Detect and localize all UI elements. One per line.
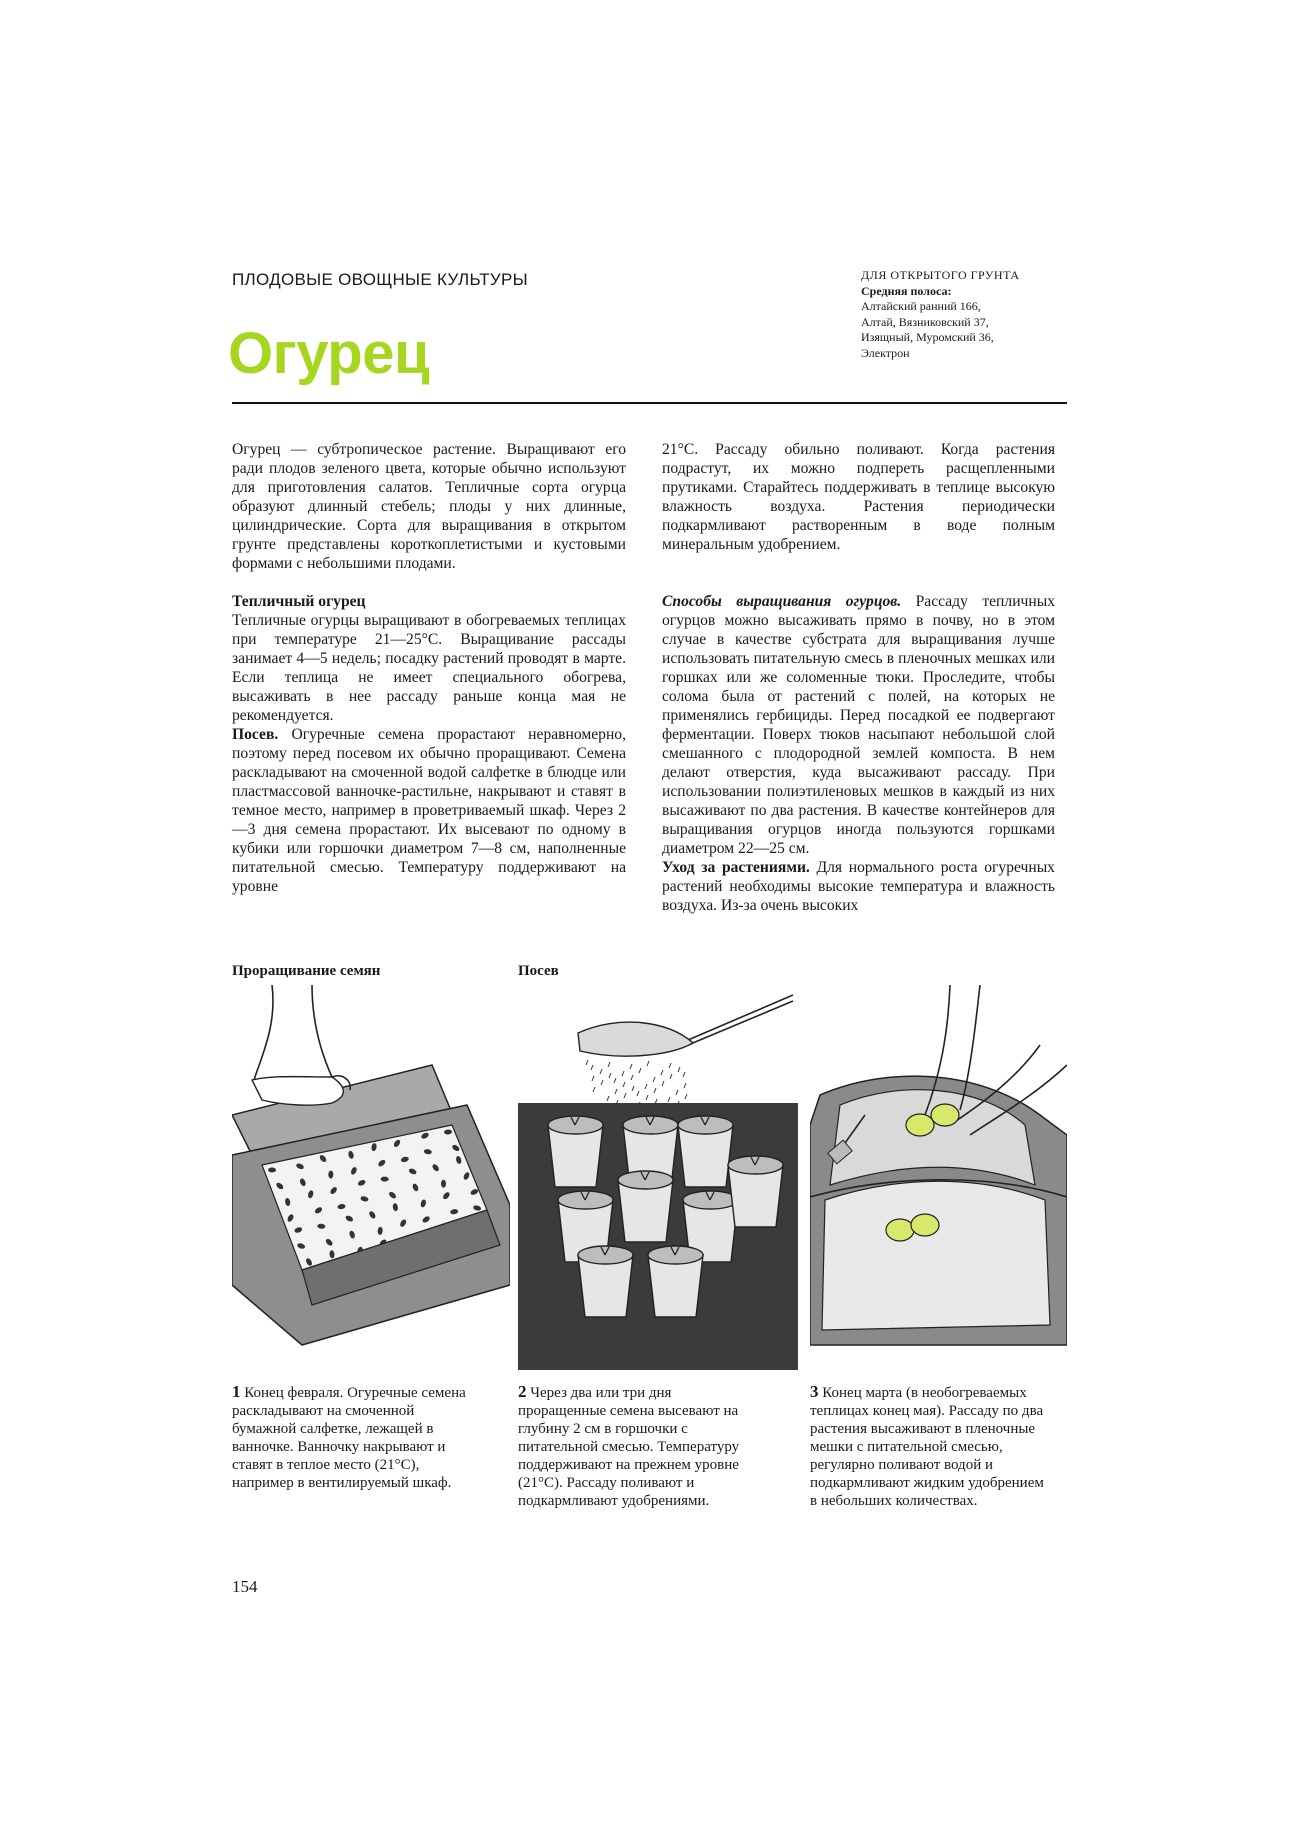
caption-number: 2 (518, 1382, 527, 1401)
caption-3 (810, 1383, 1045, 1510)
page-number: 154 (232, 1577, 258, 1596)
section-heading: ПЛОДОВЫЕ ОВОЩНЫЕ КУЛЬТУРЫ (232, 270, 528, 289)
care-label: Уход за растениями. (662, 859, 810, 876)
varieties-box (861, 268, 1061, 361)
continued-paragraph: 21°С. Рассаду обильно поливают. Когда растения подрастут, их можно подпереть расщепленными прутиками. Старайтесь поддерживать в теплице высокую влажность воздуха. Растения периодически подкармливают растворенным в воде полным минеральным удобрением. (662, 441, 1055, 553)
text-column-1 (232, 440, 626, 896)
leaf (886, 1219, 914, 1241)
sowing-label: Посев. (232, 726, 279, 743)
intro-paragraph: Огурец — субтропическое растение. Выращивают его ради плодов зеленого цвета, которые обычно используют для приготовления салатов. Тепличные сорта огурца образуют длинный стебель; плоды у них длинные, цилиндрические. Сорта для выращивания в открытом грунте представлены короткоплетистыми и кустовыми формами с небольшими плодами. (232, 441, 626, 572)
caption-number: 1 (232, 1382, 241, 1401)
caption-text: Конец марта (в необогреваемых теплицах конец мая). Рассаду по два растения высаживают в пленочные мешки с питательной смесью, регулярно поливают водой и подкармливают жидким удобрением в небольших количествах. (810, 1385, 1044, 1509)
figure-heading-2: Посев (518, 963, 559, 979)
text-column-2 (662, 440, 1055, 915)
seed (328, 1171, 333, 1179)
caption-text: Через два или три дня проращенные семена высевают на глубину 2 см в горшочки с питательной смесью. Температуру поддерживают на прежнем уровне (21°С). Рассаду поливают и подкармливают удобрениями. (518, 1385, 740, 1509)
caption-number: 3 (810, 1382, 819, 1401)
varieties-subheading: Средняя полоса: (861, 283, 952, 298)
care-paragraph (662, 858, 1055, 915)
sowing-paragraph (232, 725, 626, 896)
variety-line: Алтай, Вязниковский 37, (861, 314, 989, 329)
caption-text: Конец февраля. Огуречные семена раскладывают на смоченной бумажной салфетке, лежащей в ванночке. Ванночку накрывают и ставят в теплое место (21°С), например в вентилируемый шкаф. (232, 1385, 466, 1491)
figure-heading-1: Проращивание семян (232, 963, 381, 979)
methods-label: Способы выращивания огурцов. (662, 593, 902, 610)
variety-line: Изящный, Муромский 36, (861, 330, 994, 344)
sowing-text: Огуречные семена прорастают неравномерно, поэтому перед посевом их обычно проращивают. Семена раскладывают на смоченной водой салфетке в блюдце или пластмассовой ванночке-растильне, накрывают и ставят в темное место, например в проветриваемый шкаф. Через 2—3 дня семена прорастают. Их высевают по одному в кубики или горшочки диаметром 7—8 см, наполненные питательной смесью. Температуру поддерживают на уровне (232, 726, 626, 895)
care-text: Для нормального роста огуречных растений необходимы высокие температура и влажность воздуха. Из-за очень высоких (662, 859, 1055, 914)
seed (441, 1180, 446, 1188)
header-rule (232, 402, 1067, 404)
planting-bag-illustration (810, 985, 1067, 1370)
leaf (906, 1114, 934, 1136)
methods-paragraph (662, 592, 1055, 858)
pots-watering-illustration (518, 985, 798, 1370)
variety-line: Электрон (861, 345, 910, 360)
varieties-heading: ДЛЯ ОТКРЫТОГО ГРУНТА (861, 268, 1020, 282)
seed (268, 1168, 276, 1173)
greenhouse-heading: Тепличный огурец (232, 593, 366, 610)
seed-tray-illustration (232, 985, 510, 1370)
caption-1 (232, 1383, 477, 1492)
variety-line: Алтайский ранний 166, (861, 299, 981, 313)
page-title: Огурец (228, 321, 430, 386)
leaf (931, 1104, 959, 1126)
leaf (911, 1214, 939, 1236)
greenhouse-paragraph: Тепличные огурцы выращивают в обогреваемых теплицах при температуре 21—25°С. Выращивание рассады занимает 4—5 недель; посадку растений проводят в марте. Если теплица не имеет специального обогрева, высаживать в нее рассаду раньше конца мая не рекомендуется. (232, 612, 626, 724)
seed (381, 1177, 389, 1182)
caption-2 (518, 1383, 763, 1510)
methods-text: Рассаду тепличных огурцов можно высаживать прямо в почву, но в этом случае в качестве субстрата для выращивания лучше использовать питательную смесь в пленочных мешках или горшках или же соломенные тюки. Проследите, чтобы солома была от растений с полей, на которых не применялись гербициды. Перед посадкой ее подвергают ферментации. Поверх тюков насыпают небольшой слой смешанного с плодородной землей компоста. В нем делают отверстия, куда высаживают рассаду. При использовании полиэтиленовых мешков в каждый из них высаживают по два растения. В качестве контейнеров для выращивания огурцов иногда пользуются горшками диаметром 22—25 см. (662, 593, 1055, 857)
